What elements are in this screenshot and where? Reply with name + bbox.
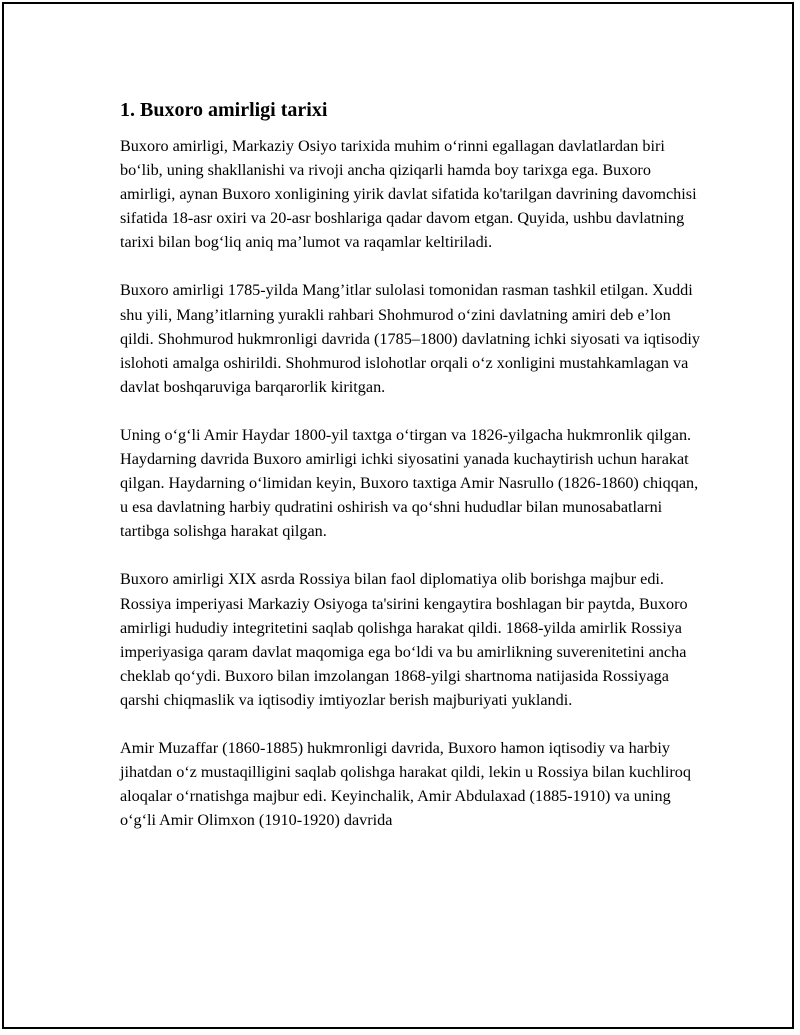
section-heading: 1. Buxoro amirligi tarixi bbox=[120, 99, 328, 121]
paragraph-4: Buxoro amirligi XIX asrda Rossiya bilan faol diplomatiya olib borishga majbur edi. Rossiya imperiyasi Markaziy Osiyoga ta'sirini kengaytira boshlagan bir paytda, Buxoro amirligi hududiy integritetini saqlab qolishga harakat qildi. 1868-yilda amirlik Rossiya imperiyasiga qaram davlat maqomiga ega bo‘ldi va bu amirlikning suverenitetini ancha cheklab qo‘ydi. Buxoro bilan imzolangan 1868-yilgi shartnoma natijasida Rossiyaga qarshi chiqmaslik va iqtisodiy imtiyozlar berish majburiyati yuklandi. bbox=[120, 570, 688, 709]
page-frame bbox=[2, 2, 794, 1029]
document-body bbox=[120, 94, 700, 856]
paragraph-5: Amir Muzaffar (1860-1885) hukmronligi davrida, Buxoro hamon iqtisodiy va harbiy jihatdan o‘z mustaqilligini saqlab qolishga harakat qildi, lekin u Rossiya bilan kuchliroq aloqalar o‘rnatishga majbur edi. Keyinchalik, Amir Abdulaxad (1885-1910) va uning o‘g‘li Amir Olimxon (1910-1920) davrida bbox=[120, 738, 691, 830]
paragraph-1: Buxoro amirligi, Markaziy Osiyo tarixida muhim o‘rinni egallagan davlatlardan biri bo‘lib, uning shakllanishi va rivoji ancha qiziqarli hamda boy tarixga ega. Buxoro amirligi, aynan Buxoro xonligining yirik davlat sifatida ko'tarilgan davrining davomchisi sifatida 18-asr oxiri va 20-asr boshlariga qadar davom etgan. Quyida, ushbu davlatning tarixi bilan bog‘liq aniq ma’lumot va raqamlar keltiriladi. bbox=[120, 137, 697, 252]
paragraph-2: Buxoro amirligi 1785-yilda Mang’itlar sulolasi tomonidan rasman tashkil etilgan. Xuddi shu yili, Mang’itlarning yurakli rahbari Shohmurod o‘zini davlatning amiri deb e’lon qildi. Shohmurod hukmronligi davrida (1785–1800) davlatning ichki siyosati va iqtisodiy islohoti amalga oshirildi. Shohmurod islohotlar orqali o‘z xonligini mustahkamlagan va davlat boshqaruviga barqarorlik kiritgan. bbox=[120, 281, 700, 396]
paragraph-3: Uning o‘g‘li Amir Haydar 1800-yil taxtga o‘tirgan va 1826-yilgacha hukmronlik qilgan. Haydarning davrida Buxoro amirligi ichki siyosatini yanada kuchaytirish uchun harakat qilgan. Haydarning o‘limidan keyin, Buxoro taxtiga Amir Nasrullo (1826-1860) chiqqan, u esa davlatning harbiy qudratini oshirish va qo‘shni hududlar bilan munosabatlarni tartibga solishga harakat qilgan. bbox=[120, 425, 699, 541]
